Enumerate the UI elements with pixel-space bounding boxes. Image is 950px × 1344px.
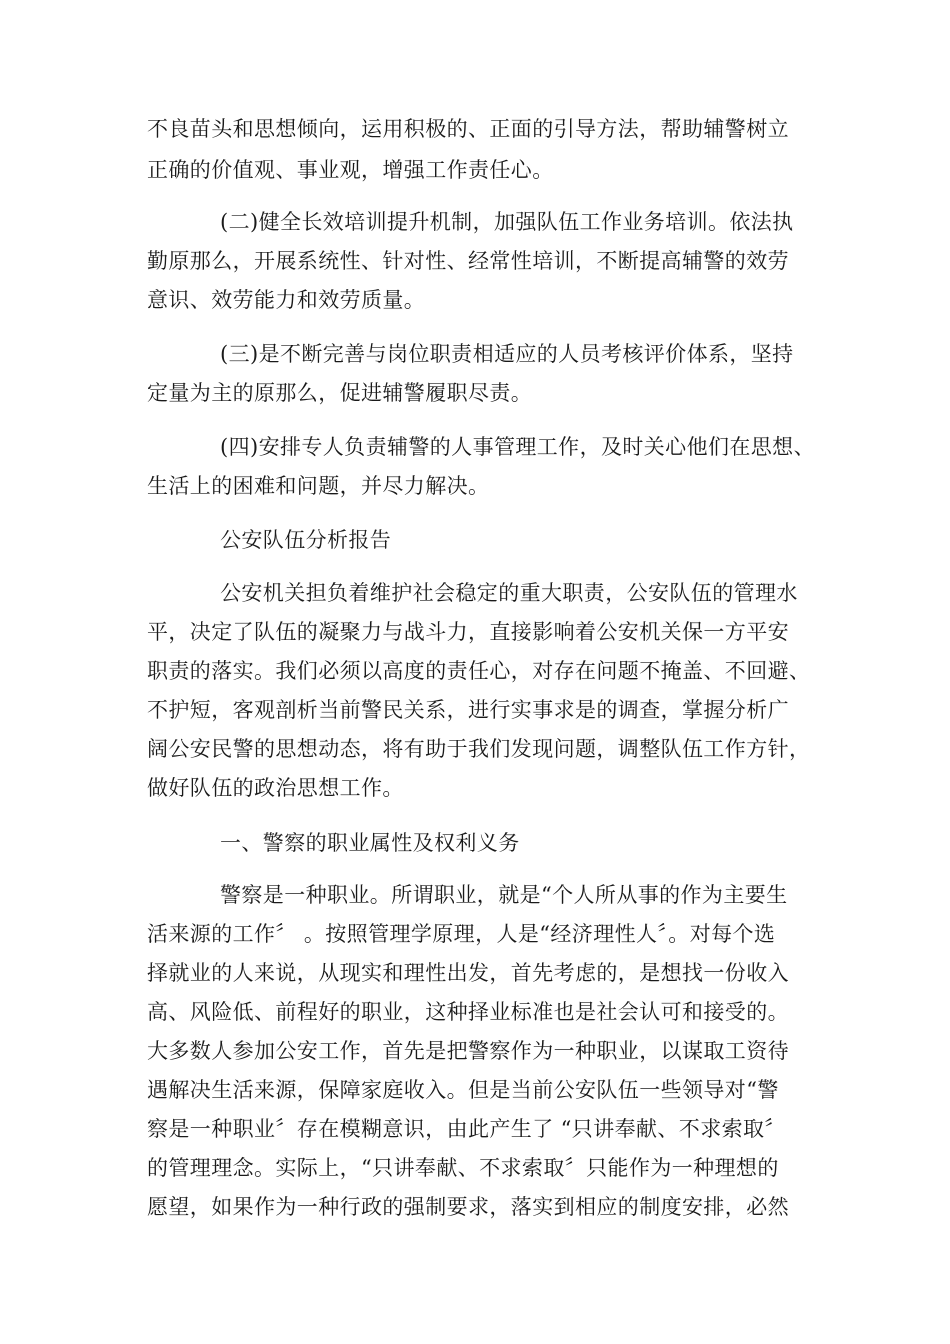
text-line: 公安机关担负着维护社会稳定的重大职责，公安队伍的管理水 <box>220 581 798 605</box>
text-line: 择就业的人来说，从现实和理性出发，首先考虑的，是想找一份收入 <box>147 961 789 985</box>
text-line: 不护短，客观剖析当前警民关系，进行实事求是的调查，掌握分析广 <box>147 698 789 722</box>
text-line: 正确的价值观、事业观，增强工作责任心。 <box>147 158 554 182</box>
text-line: 大多数人参加公安工作，首先是把警察作为一种职业，以谋取工资待 <box>147 1039 789 1063</box>
text-line: 职责的落实。我们必须以高度的责任心，对存在问题不掩盖、不回避、 <box>147 659 811 683</box>
paragraph-heading: (三)是不断完善与岗位职责相适应的人员考核评价体系，坚持 <box>220 342 794 366</box>
text-line: 警察是一种职业。所谓职业，就是“个人所从事的作为主要生 <box>220 883 788 907</box>
paragraph-heading: (二)健全长效培训提升机制，加强队伍工作业务培训。依法执 <box>220 210 794 234</box>
text-line: 愿望，如果作为一种行政的强制要求，落实到相应的制度安排，必然 <box>147 1195 789 1219</box>
text-line: 阔公安民警的思想动态，将有助于我们发现问题，调整队伍工作方针， <box>147 737 811 761</box>
section-heading: 一、警察的职业属性及权利义务 <box>220 831 520 855</box>
text-line: 活来源的工作〞 。按照管理学原理，人是“经济理性人〞。对每个选 <box>147 922 776 946</box>
section-title: 公安队伍分析报告 <box>220 528 392 552</box>
paragraph-heading: (四)安排专人负责辅警的人事管理工作，及时关心他们在思想、 <box>220 435 815 459</box>
text-line: 的管理理念。实际上，“只讲奉献、不求索取〞只能作为一种理想的 <box>147 1156 779 1180</box>
text-line: 不良苗头和思想倾向，运用积极的、正面的引导方法，帮助辅警树立 <box>147 117 789 141</box>
text-line: 高、风险低、前程好的职业，这种择业标准也是社会认可和接受的。 <box>147 1000 789 1024</box>
text-line: 遇解决生活来源，保障家庭收入。但是当前公安队伍一些领导对“警 <box>147 1078 779 1102</box>
text-line: 察是一种职业〞存在模糊意识，由此产生了 “只讲奉献、不求索取〞 <box>147 1117 786 1141</box>
text-line: 意识、效劳能力和效劳质量。 <box>147 288 426 312</box>
text-line: 做好队伍的政治思想工作。 <box>147 776 404 800</box>
text-line: 定量为主的原那么，促进辅警履职尽责。 <box>147 381 533 405</box>
text-line: 平，决定了队伍的凝聚力与战斗力，直接影响着公安机关保一方平安 <box>147 620 789 644</box>
text-line: 勤原那么，开展系统性、针对性、经常性培训，不断提高辅警的效劳 <box>147 249 789 273</box>
text-line: 生活上的困难和问题，并尽力解决。 <box>147 474 490 498</box>
